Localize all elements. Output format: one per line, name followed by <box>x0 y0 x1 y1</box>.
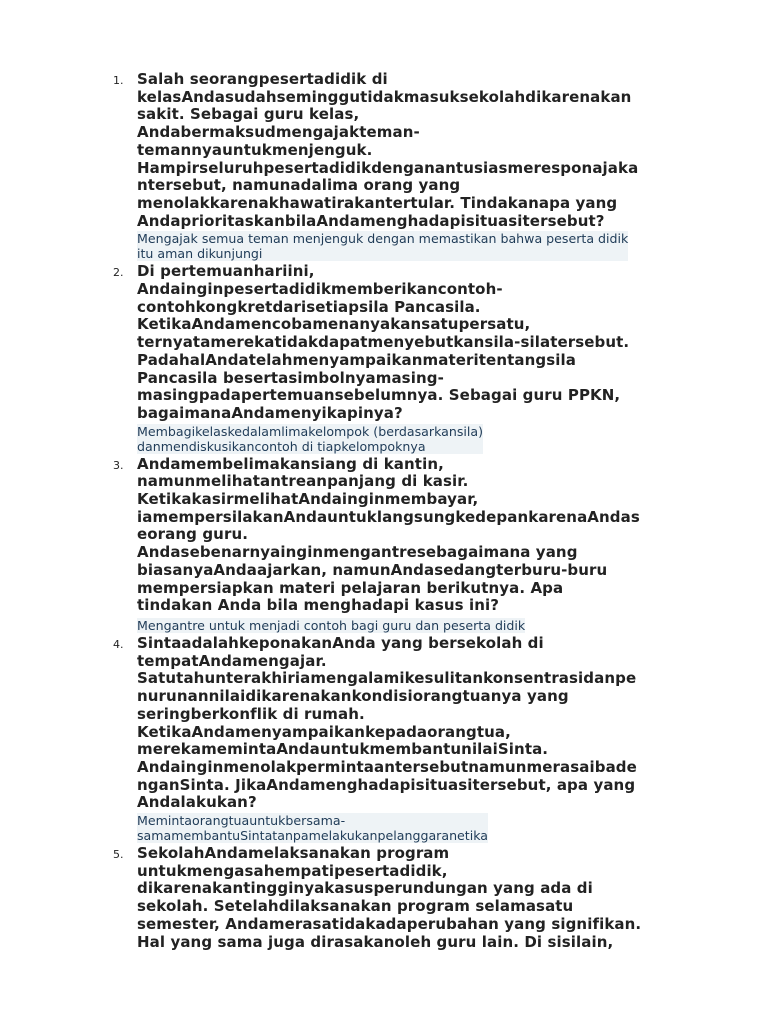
question-item <box>0 635 682 845</box>
question-text: SintaadalahkeponakanAnda yang bersekolah di tempatAndamengajar. Satutahunterakhiriamengalamikesulitankonsentrasidanpe nurunannilaidikarenakankondisiorangtuanya yang seringberkonflik di rumah. KetikaAndamenyampaikankepadaorangtua, merekamemintaAndauntukmembantunilaiSinta. Andainginmenolakpermintaantersebutnamunmerasaibade nganSinta. JikaAndamenghadapisituasitersebut, apa yang Andalakukan? <box>137 633 637 812</box>
question-item <box>0 456 682 635</box>
question-item <box>0 71 682 263</box>
question-number: 3. <box>113 458 124 472</box>
document-page <box>0 71 768 951</box>
answer-text: Mengantre untuk menjadi contoh bagi guru dan peserta didik <box>137 617 526 633</box>
question-text: Andamembelimakansiang di kantin, namunmelihatantreanpanjang di kasir. KetikakasirmelihatAndainginmembayar, iamempersilakanAndauntuklangsungkedepankarenaAndas eorang guru. Andasebenarnyainginmengantresebagaimana yang biasanyaAndaajarkan, namunAndasedangterburu-buru mempersiapkan materi pelajaran berikutnya. Apa tindakan Anda bila menghadapi kasus ini? <box>137 454 640 615</box>
question-number: 5. <box>113 848 124 862</box>
question-text: SekolahAndamelaksanakan program untukmengasahempatipesertadidik, dikarenakantingginyakasusperundungan yang ada di sekolah. Setelahdilaksanakan program selamasatu semester, Andamerasatidakadaperubahan yang signifikan. Hal yang sama juga dirasakanoleh guru lain. Di sisilain, <box>137 844 642 951</box>
answer-text: Memintaorangtuauntukbersama- samamembantuSintatanpamelakukanpelanggaranetika <box>137 813 489 844</box>
question-text: Salah seorangpesertadidik di kelasAndasudahseminggutidakmasuksekolahdikarenakan sakit. Sebagai guru kelas, Andabermaksudmengajakteman- temannyauntukmenjenguk. Hampirseluruhpesertadidikdenganantusiasmeresponajaka ntersebut, namunadalima orang yang menolakkarenakhawatirakantertular. Tindakanapa yang AndaprioritaskanbilaAndamenghadapisituasitersebut? <box>137 70 639 230</box>
answer-text: Membagikelaskedalamlimakelompok (berdasarkansila) danmendiskusikancontoh di tiapkelompoknya <box>137 423 484 454</box>
question-text: Di pertemuanhariini, Andainginpesertadidikmemberikancontoh- contohkongkretdarisetiapsila Pancasila. KetikaAndamencobamenanyakansatupersatu, ternyatamerekatidakdapatmenyebutkansila-silatersebut. PadahalAndatelahmenyampaikanmateritentangsila Pancasila besertasimbolnyamasing- masingpadapertemuansebelumnya. Sebagai guru PPKN, bagaimanaAndamenyikapinya? <box>137 262 630 422</box>
question-item <box>0 845 682 951</box>
question-list <box>0 71 768 951</box>
question-number: 1. <box>113 74 124 87</box>
question-number: 4. <box>113 637 124 651</box>
answer-text: Mengajak semua teman menjenguk dengan memastikan bahwa peserta didik itu aman dikunjungi <box>137 231 629 262</box>
question-number: 2. <box>113 266 124 280</box>
question-item <box>0 263 682 455</box>
